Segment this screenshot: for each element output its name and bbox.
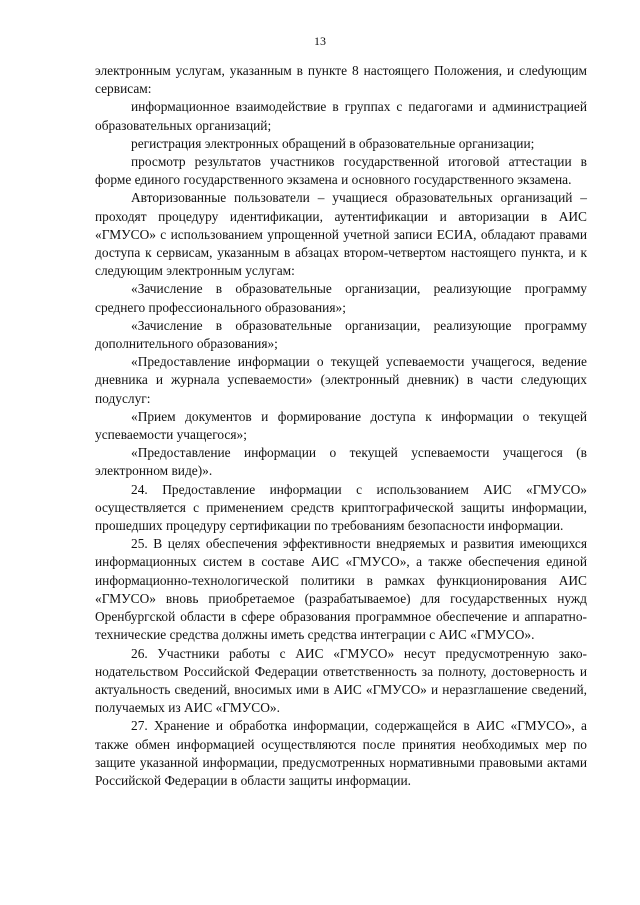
paragraph: просмотр результатов участников государственной итоговой аттестации в форме единого государственного экзамена и основного государственного экзамена. bbox=[95, 154, 587, 188]
paragraph: 24. Предоставление информации с использованием АИС «ГМУСО» осуществляется с применением средств криптографической защиты информации, прошедших процедуру сертификации по требованиям безопасности информации. bbox=[95, 481, 587, 534]
paragraph: «Предоставление информации о текущей успеваемости учащегося (в электронном виде)». bbox=[95, 445, 587, 479]
paragraph: «Предоставление информации о текущей успеваемости учащегося, ведение дневника и журнала успеваемости» (электронный дневник) в части следующих подуслуг: bbox=[95, 354, 587, 406]
paragraph: 25. В целях обеспечения эффективности внедряемых и развития имеющихся информационных систем в составе АИС «ГМУСО», а также обеспечения единой информационно-технологической политики в рамках функционирования АИС «ГМУСО» вновь приобретаемое (разрабатываемое) для государственных нужд Оренбургской области в сфере образования программное обеспечение и аппаратно-технические средства должны иметь средства интеграции с АИС «ГМУСО». bbox=[95, 536, 587, 643]
document-body bbox=[95, 62, 587, 790]
paragraph: Авторизованные пользователи – учащиеся образовательных организаций – проходят процедуру идентификации, аутентификации и авторизации в АИС «ГМУСО» с использованием упрощенной учетной записи ЕСИА, обладают правами доступа к сервисам, указанным в абзацах втором-четвертом настоящего пункта, и к следующим электронным услугам: bbox=[95, 190, 587, 279]
paragraph: «Зачисление в образовательные организации, реализующие программу среднего профессионального образования»; bbox=[95, 281, 587, 315]
paragraph: 27. Хранение и обработка информации, содержащейся в АИС «ГМУСО», а также обмен информацией осуществляются после принятия необходимых мер по защите указанной информации, предусмотренных нормативными правовыми актами Российской Федерации в области защиты информации. bbox=[95, 718, 587, 788]
paragraph: электронным услугам, указанным в пункте 8 настоящего Положения, и слеdующим сервисам: bbox=[95, 63, 587, 97]
paragraph: регистрация электронных обращений в образовательные организации; bbox=[131, 135, 535, 151]
page-number: 13 bbox=[314, 34, 326, 48]
paragraph: «Зачисление в образовательные организации, реализующие программу дополнительного образования»; bbox=[95, 317, 587, 352]
paragraph: информационное взаимодействие в группах с педагогами и администрацией образовательных организаций; bbox=[95, 99, 587, 133]
paragraph: 26. Участники работы с АИС «ГМУСО» несут предусмотренную законодательством Российской Федерации ответственность за полноту, достоверность и актуальность сведений, вносимых ими в АИС «ГМУСО» и неразглашение сведений, получаемых из АИС «ГМУСО». bbox=[95, 645, 587, 716]
paragraph: «Прием документов и формирование доступа к информации о текущей успеваемости учащегося»; bbox=[95, 408, 587, 443]
